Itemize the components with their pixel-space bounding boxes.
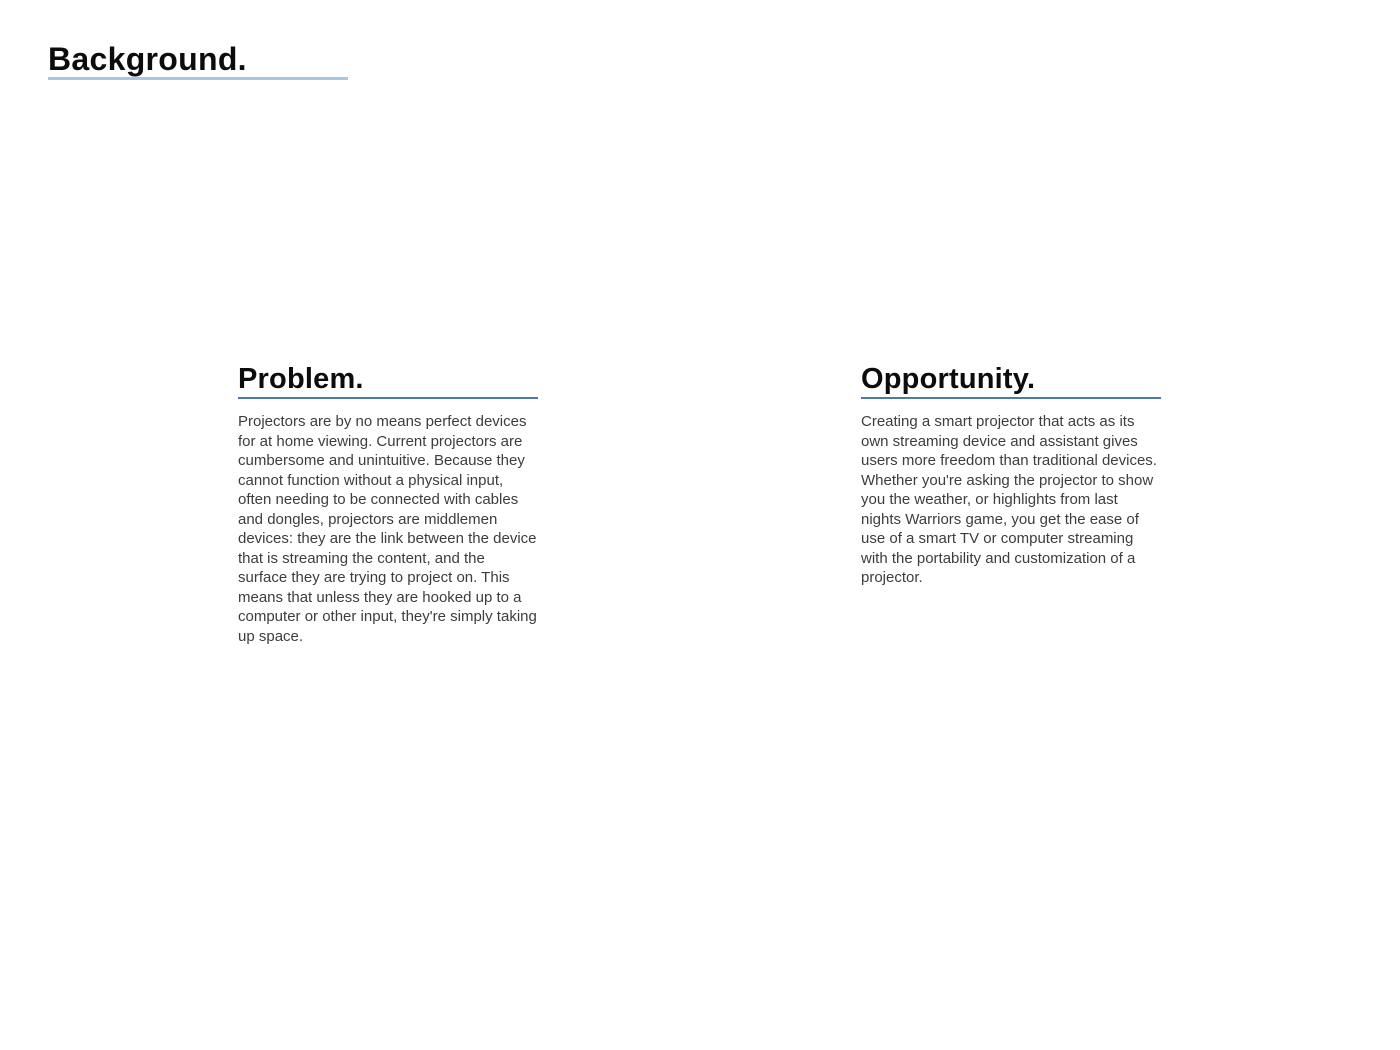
section-problem [238, 364, 538, 646]
page-title: Background. [48, 41, 247, 77]
section-opportunity [861, 364, 1161, 588]
problem-heading-underline [238, 397, 538, 399]
page-title-block [48, 42, 348, 80]
opportunity-body-text: Creating a smart projector that acts as its own streaming device and assistant gives users more freedom than traditional devices. Whether you're asking the projector to show you the weather, or highlights from last nights Warriors game, you get the ease of use of a smart TV or computer streaming with the portability and customization of a projector. [861, 413, 1157, 586]
problem-heading: Problem. [238, 363, 364, 395]
title-underline [48, 77, 348, 80]
opportunity-heading: Opportunity. [861, 363, 1036, 395]
opportunity-heading-underline [861, 397, 1161, 399]
problem-body-text: Projectors are by no means perfect devices for at home viewing. Current projectors are cumbersome and unintuitive. Because they cannot function without a physical input, often needing to be connected with cables and dongles, projectors are middlemen devices: they are the link between the device that is streaming the content, and the surface they are trying to project on. This means that unless they are hooked up to a computer or other input, they're simply taking up space. [238, 413, 537, 645]
